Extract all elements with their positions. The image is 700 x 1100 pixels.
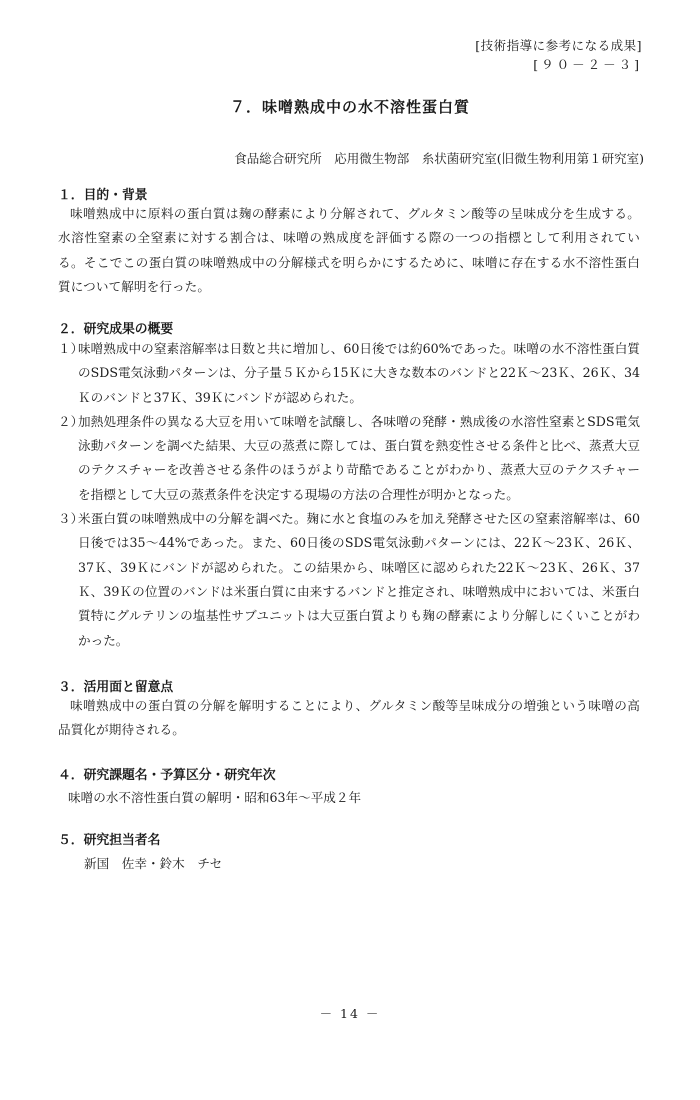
list-item-text: 米蛋白質の味噌熟成中の分解を調べた。麹に水と食塩のみを加え発酵させた区の窒素溶解率は、60日後では35～44%であった。また、60日後のSDS電気泳動パターンには、22Ｋ～23Ｋ、26Ｋ、37Ｋ、39Ｋにバンドが認められた。この結果から、味噌区に認められた22Ｋ～23Ｋ、26Ｋ、37Ｋ、39Ｋの位置のバンドは米蛋白質に由来するバンドと推定され、味噌熟成中においては、米蛋白質特にグルテリンの塩基性サブユニットは大豆蛋白質よりも麹の酵素により分解しにくいことがわかった。 <box>78 511 640 648</box>
list-item <box>58 337 640 410</box>
list-item-text: 味噌熟成中の窒素溶解率は日数と共に増加し、60日後では約60%であった。味噌の水不溶性蛋白質のSDS電気泳動パターンは、分子量５Ｋから15Ｋに大きな数本のバンドと22Ｋ～23Ｋ、26Ｋ、34Ｋのバンドと37Ｋ、39Ｋにバンドが認められた。 <box>78 341 640 405</box>
section-5-body: 新国 佐幸・鈴木 チセ <box>84 856 223 871</box>
section-2-heading: ２．研究成果の概要 <box>58 322 174 337</box>
section-3-heading: ３．活用面と留意点 <box>58 680 174 695</box>
page-number: － 14 － <box>319 1006 381 1021</box>
list-item-text: 加熱処理条件の異なる大豆を用いて味噌を試醸し、各味噌の発酵・熟成後の水溶性窒素とSDS電気泳動パターンを調べた結果、大豆の蒸煮に際しては、蛋白質を熱変性させる条件と比べ、蒸煮大豆のテクスチャーを改善させる条件のほうがより苛酷であることがわかり、蒸煮大豆のテクスチャーを指標として大豆の蒸煮条件を決定する現場の方法の合理性が明かとなった。 <box>78 413 640 502</box>
section-1-heading: １．目的・背景 <box>58 188 148 203</box>
list-item-number: ２） <box>58 413 84 429</box>
section-4-body: 味噌の水不溶性蛋白質の解明・昭和63年～平成２年 <box>68 790 362 805</box>
affiliation: 食品総合研究所 応用微生物部 糸状菌研究室(旧微生物利用第１研究室) <box>234 151 644 166</box>
section-5-heading: ５．研究担当者名 <box>58 833 161 848</box>
report-code: [９０－２－３] <box>533 57 642 72</box>
list-item <box>58 410 640 507</box>
section-4-heading: ４．研究課題名・予算区分・研究年次 <box>58 768 276 783</box>
section-2-list <box>58 337 640 653</box>
list-item <box>58 507 640 653</box>
category-tag: [技術指導に参考になる成果] <box>475 38 642 53</box>
document-title: ７．味噌熟成中の水不溶性蛋白質 <box>229 98 470 116</box>
list-item-number: ３） <box>58 511 84 527</box>
section-1-body: 味噌熟成中に原料の蛋白質は麹の酵素により分解されて、グルタミン酸等の呈味成分を生成する。水溶性窒素の全窒素に対する割合は、味噌の熟成度を評価する際の一つの指標として利用されている。そこでこの蛋白質の味噌熟成中の分解様式を明らかにするために、味噌に存在する水不溶性蛋白質について解明を行った。 <box>58 206 640 294</box>
list-item-number: １） <box>58 341 84 356</box>
section-3-body: 味噌熟成中の蛋白質の分解を解明することにより、グルタミン酸等呈味成分の増強という味噌の高品質化が期待される。 <box>58 698 640 738</box>
